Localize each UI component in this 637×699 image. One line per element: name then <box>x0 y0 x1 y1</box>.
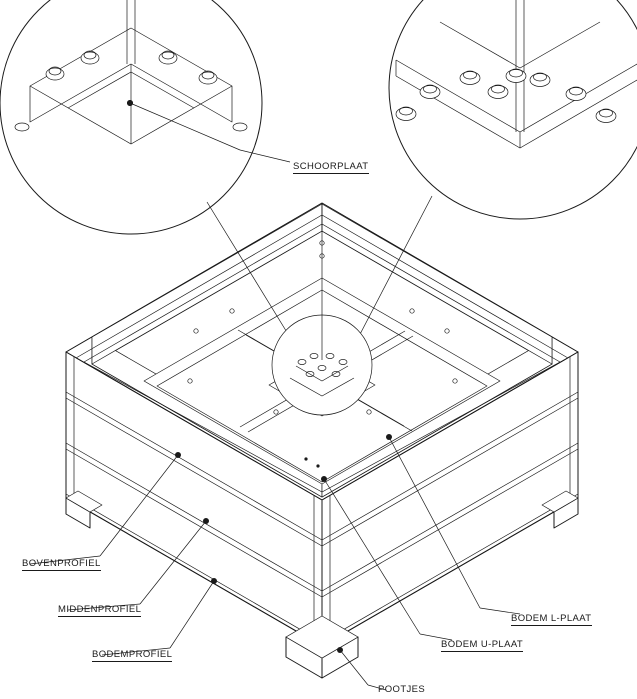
callout-label-schoorplaat: SCHOORPLAAT <box>293 161 369 172</box>
callout-label-pootjes: POOTJES <box>378 684 426 695</box>
detail-circle-center <box>272 315 372 415</box>
callout-label-bodem-l-plaat: BODEM L-PLAAT <box>511 613 592 624</box>
callout-label-middenprofiel: MIDDENPROFIEL <box>58 604 142 615</box>
planter-body <box>66 203 578 678</box>
callout-label-bovenprofiel: BOVENPROFIEL <box>22 558 101 569</box>
callout-label-bodem-u-plaat: BODEM U-PLAAT <box>441 639 524 650</box>
callout-label-bodemprofiel: BODEMPROFIEL <box>92 649 173 660</box>
